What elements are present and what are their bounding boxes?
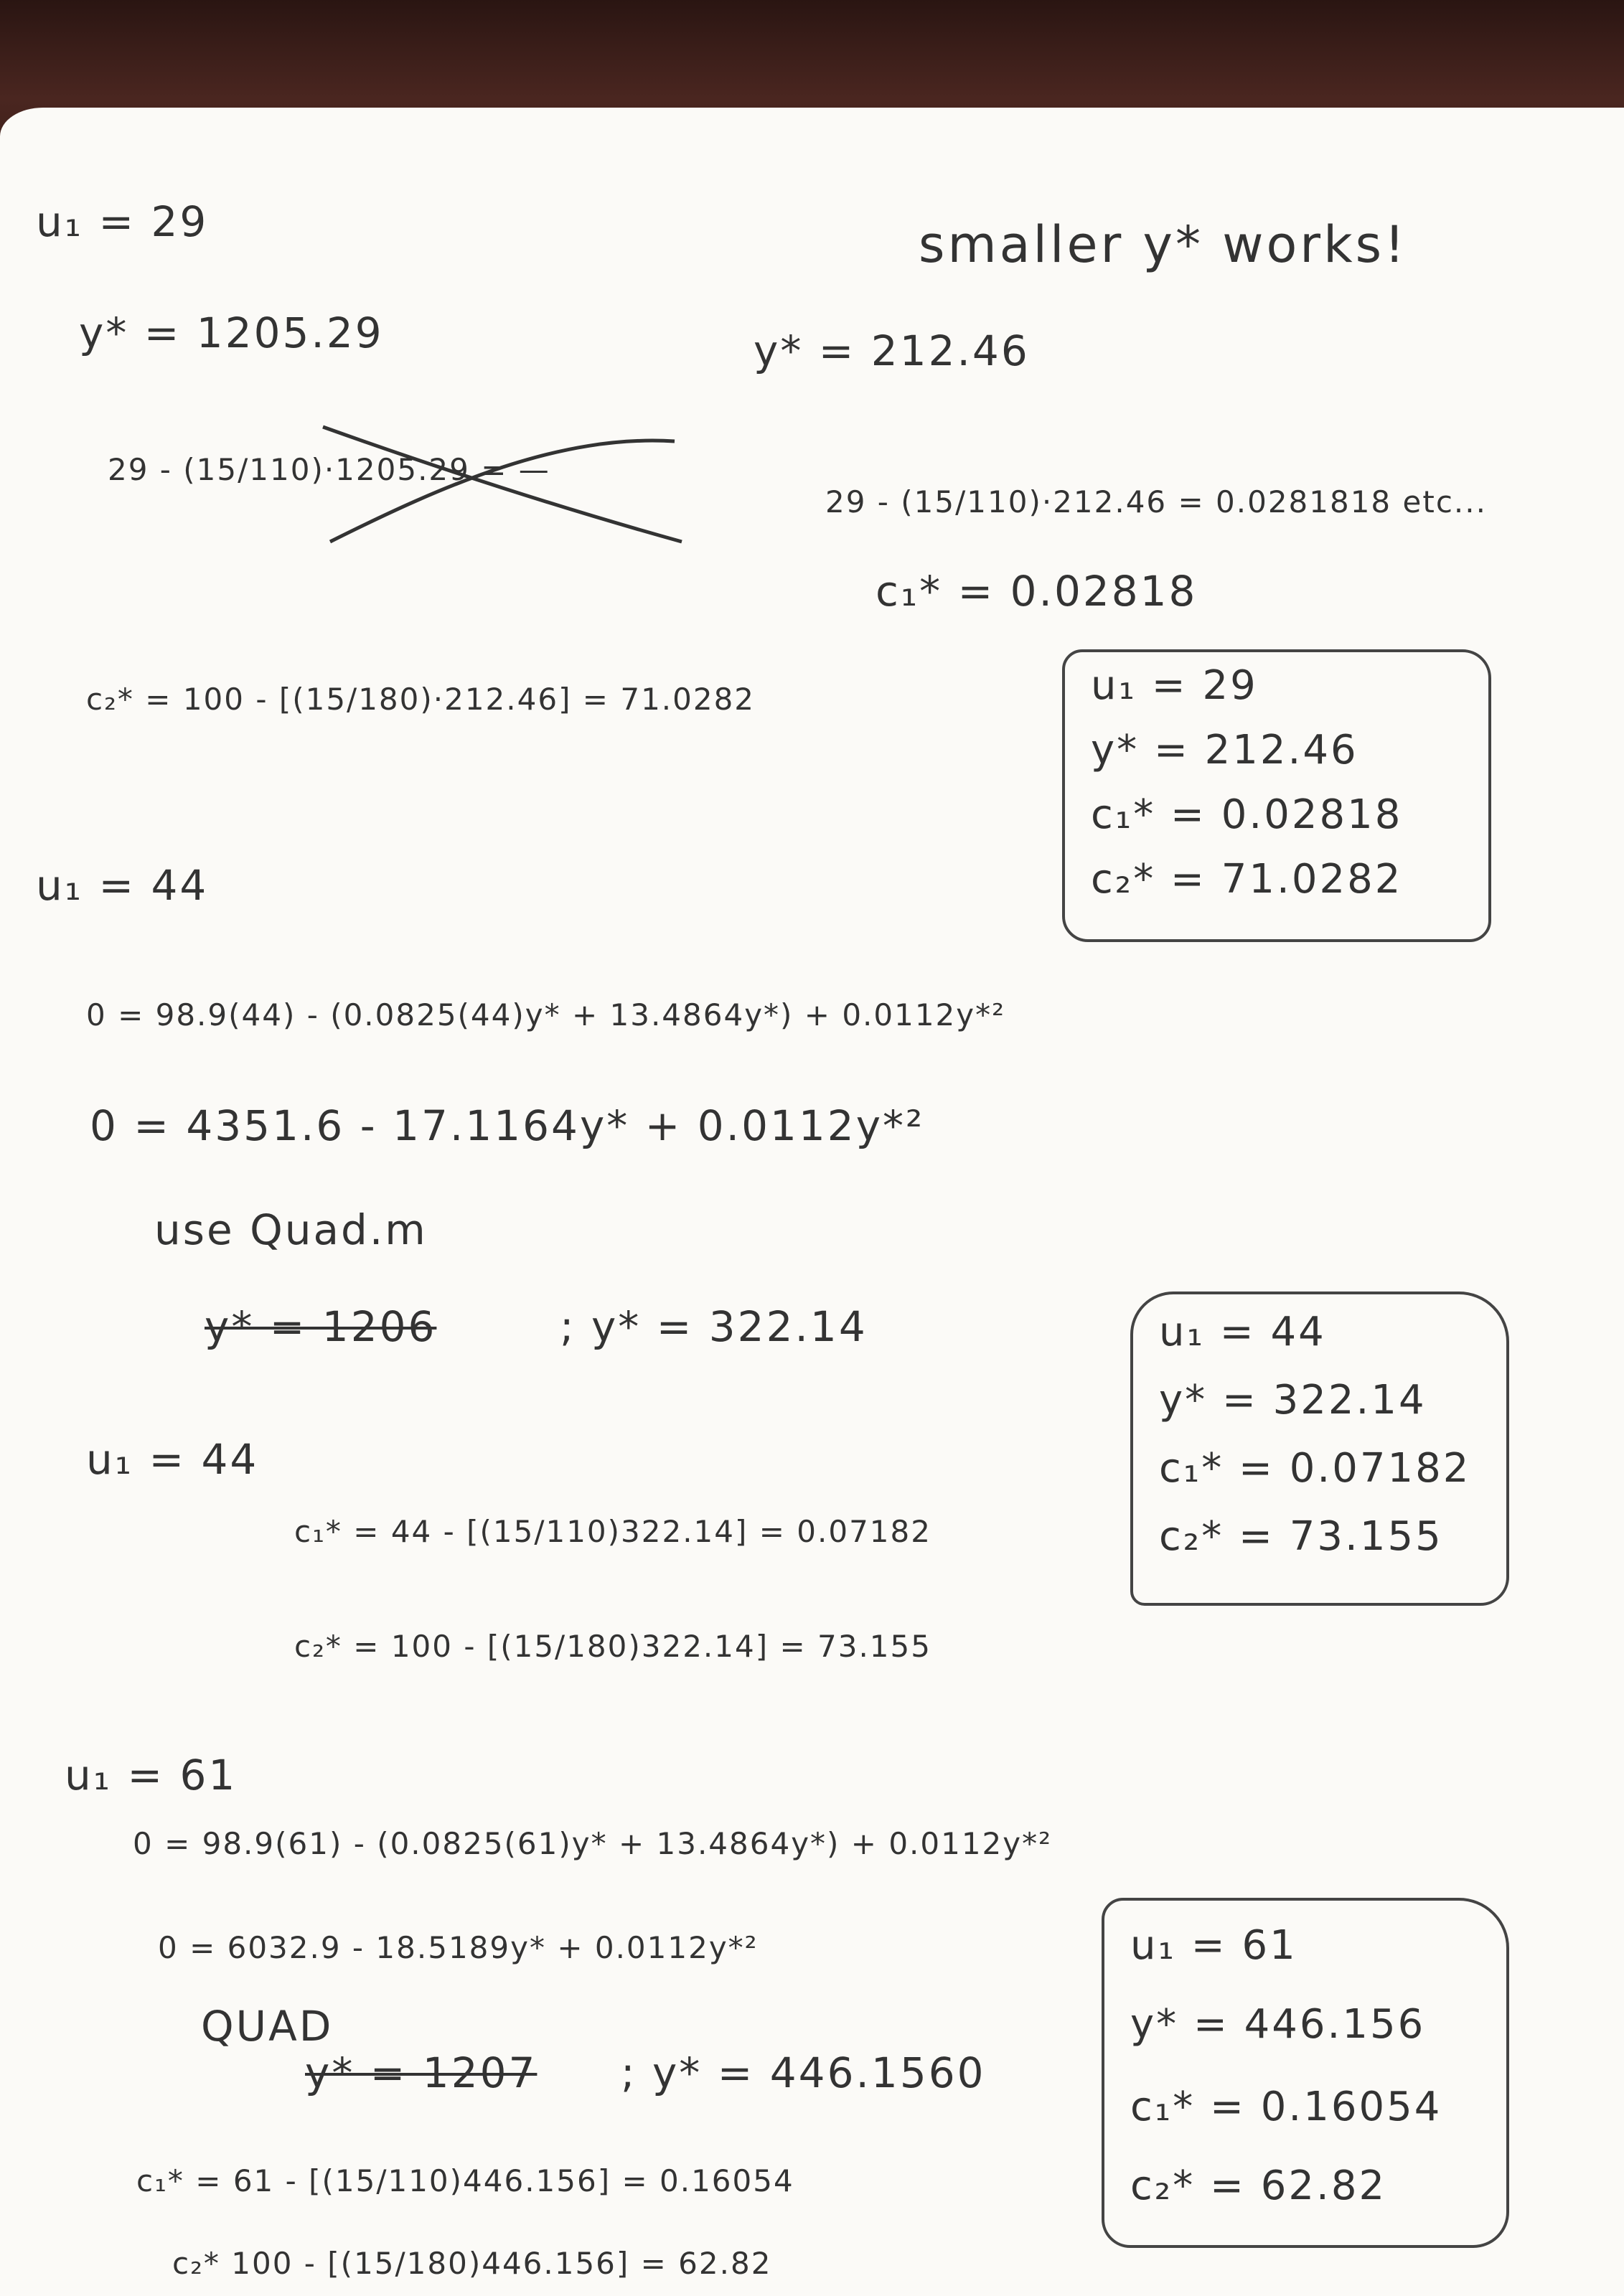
- u1-61-label: u₁ = 61: [65, 1751, 238, 1799]
- method-note-61: QUAD: [201, 2002, 334, 2051]
- summary-29-y: y* = 212.46: [1091, 727, 1358, 773]
- c1-calculation-29: 29 - (15/110)·212.46 = 0.0281818 etc...: [825, 484, 1487, 519]
- u1-44-repeat: u₁ = 44: [86, 1435, 259, 1484]
- accepted-root-44: ; y* = 322.14: [560, 1302, 868, 1351]
- simplified-eq-44: 0 = 4351.6 - 17.1164y* + 0.0112y*²: [90, 1101, 925, 1150]
- summary-29-c2: c₂* = 71.0282: [1091, 856, 1403, 903]
- u1-44-label: u₁ = 44: [36, 861, 209, 910]
- rejected-root-61: y* = 1207: [305, 2048, 538, 2097]
- summary-box-61: [1102, 1898, 1509, 2248]
- summary-44-c1: c₁* = 0.07182: [1159, 1445, 1471, 1492]
- quadratic-eq-44: 0 = 98.9(44) - (0.0825(44)y* + 13.4864y*) + 0.0112y*²: [86, 997, 1005, 1032]
- summary-box-29: [1062, 649, 1491, 942]
- quadratic-eq-61: 0 = 98.9(61) - (0.0825(61)y* + 13.4864y*) + 0.0112y*²: [133, 1826, 1052, 1861]
- u1-29-label: u₁ = 29: [36, 197, 209, 246]
- header-note: smaller y* works!: [919, 215, 1408, 274]
- c2-calculation-61: c₂* 100 - [(15/180)446.156] = 62.82: [172, 2246, 772, 2281]
- summary-44-y: y* = 322.14: [1159, 1377, 1427, 1424]
- summary-61-c1: c₁* = 0.16054: [1130, 2084, 1442, 2130]
- summary-29-u1: u₁ = 29: [1091, 662, 1258, 709]
- method-note-44: use Quad.m: [154, 1205, 428, 1254]
- simplified-eq-61: 0 = 6032.9 - 18.5189y* + 0.0112y*²: [158, 1930, 759, 1965]
- c2-calculation-29: c₂* = 100 - [(15/180)·212.46] = 71.0282: [86, 682, 756, 717]
- summary-44-c2: c₂* = 73.155: [1159, 1513, 1443, 1560]
- c1-result-29: c₁* = 0.02818: [876, 567, 1198, 616]
- c1-calculation-61: c₁* = 61 - [(15/110)446.156] = 0.16054: [136, 2163, 794, 2198]
- cross-out-mark: [316, 420, 689, 549]
- summary-61-c2: c₂* = 62.82: [1130, 2163, 1387, 2209]
- summary-61-y: y* = 446.156: [1130, 2001, 1426, 2048]
- y-first-value: y* = 1205.29: [79, 309, 384, 357]
- y-second-value: y* = 212.46: [754, 326, 1030, 375]
- summary-box-44: [1130, 1292, 1509, 1606]
- c1-calculation-44: c₁* = 44 - [(15/110)322.14] = 0.07182: [294, 1514, 931, 1549]
- summary-61-u1: u₁ = 61: [1130, 1922, 1297, 1969]
- summary-44-u1: u₁ = 44: [1159, 1309, 1326, 1355]
- c2-calculation-44: c₂* = 100 - [(15/180)322.14] = 73.155: [294, 1629, 931, 1664]
- rejected-root-44: y* = 1206: [205, 1302, 437, 1351]
- summary-29-c1: c₁* = 0.02818: [1091, 791, 1403, 838]
- accepted-root-61: ; y* = 446.1560: [621, 2048, 986, 2097]
- crossed-calculation: 29 - (15/110)·1205.29 = —: [108, 452, 550, 487]
